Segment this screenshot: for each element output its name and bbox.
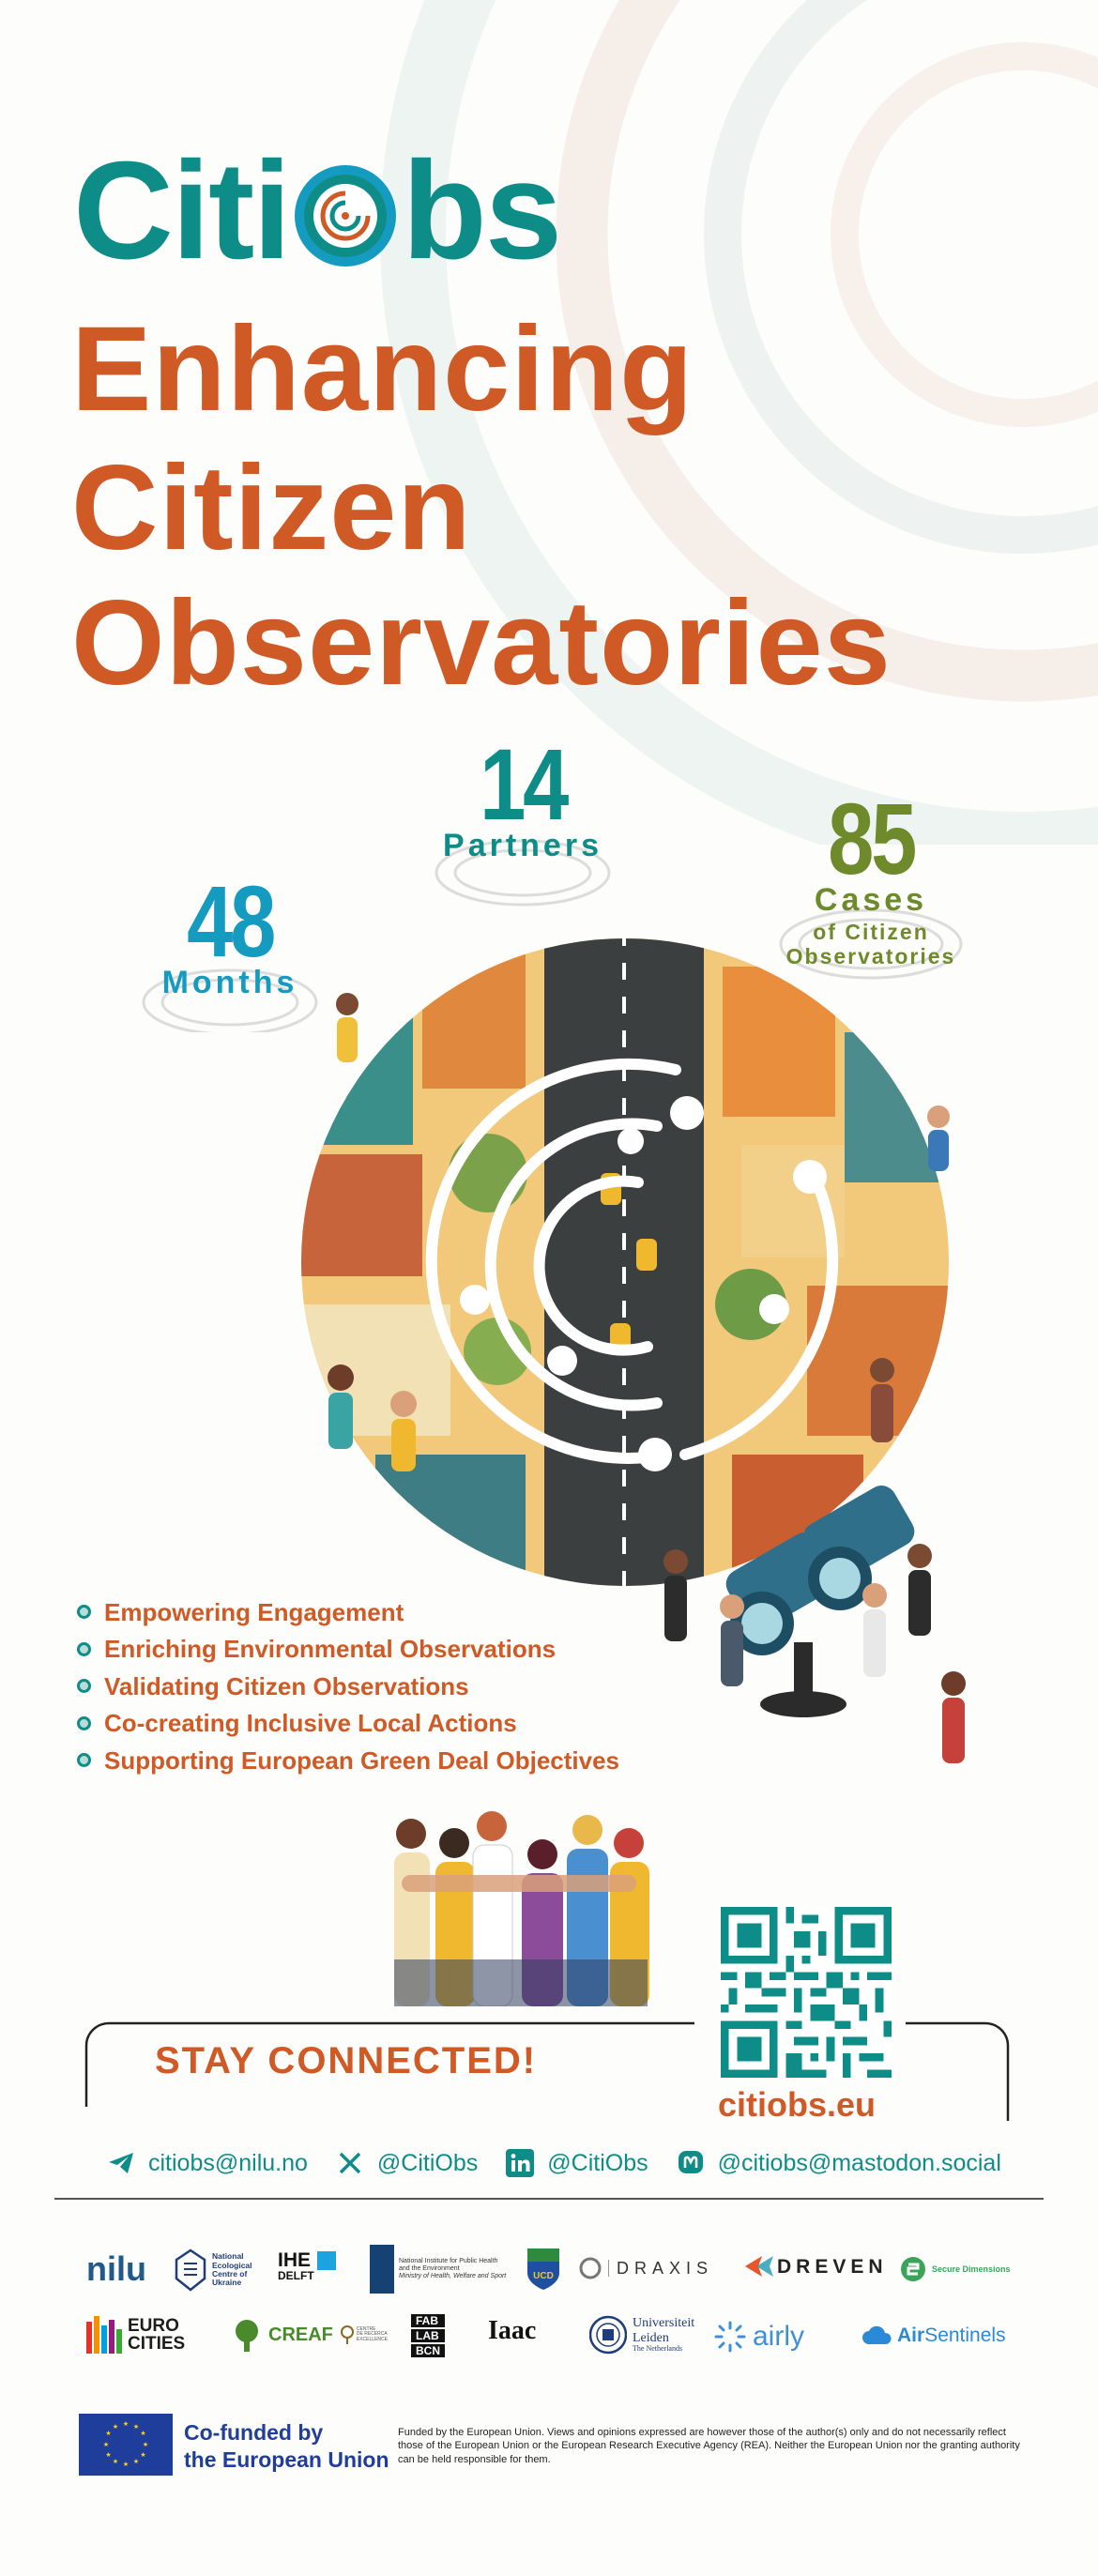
creaf-seal-icon [341,2325,354,2344]
creaf-text: CREAF [268,2324,333,2345]
mastodon-icon [675,2147,707,2179]
linkedin-handle-text: @CitiObs [547,2149,648,2176]
linkedin-icon [504,2147,536,2179]
svg-text:★: ★ [112,2423,119,2431]
svg-text:★: ★ [140,2430,146,2437]
list-item [77,1593,619,1631]
contact-x[interactable] [334,2147,478,2179]
email-text: citiobs@nilu.no [148,2149,308,2176]
draxis-text: DRAXIS [608,2260,713,2277]
website-link[interactable]: citiobs.eu [718,2085,877,2124]
bullet-icon [77,1605,91,1619]
partner-logo-leiden [589,2314,694,2355]
list-item [77,1742,619,1779]
svg-text:★: ★ [102,2441,110,2448]
ihe-square-icon [317,2251,336,2270]
rivm-line: National Institute for Public Health [399,2257,498,2264]
headline-line-3: Observatories [71,576,892,710]
stat-partners-label: Partners [443,828,602,863]
draxis-ring-icon [578,2256,602,2280]
partner-logo-draxis [578,2256,713,2280]
list-item [77,1705,619,1743]
leiden-seal-icon [589,2314,627,2355]
rivm-line: and the Environment [399,2264,460,2272]
secure-dimensions-icon [899,2255,927,2283]
rivm-line: Ministry of Health, Welfare and Sport [399,2273,507,2280]
cloud-icon [862,2324,893,2346]
partner-logo-ihe-delft [278,2250,336,2281]
eurocities-bars-icon [86,2316,122,2354]
contact-email[interactable] [105,2147,308,2179]
community-group-illustration [375,1809,676,2006]
leiden-line: The Netherlands [633,2343,683,2353]
partner-logo-eurocities [86,2316,185,2354]
stat-partners [410,727,635,863]
creaf-sub-line: CENTRE [356,2325,376,2332]
partner-logo-ucd [526,2247,561,2292]
stat-cases-sublabel-2: Observatories [785,944,956,969]
svg-text:★: ★ [105,2430,112,2437]
stat-months-number: 48 [187,864,273,978]
objective-text: Enriching Environmental Observations [104,1635,557,1664]
creaf-sub-line: EXCELLENCE [356,2336,388,2342]
dreven-arrow-icon [745,2256,773,2277]
bullet-icon [77,1642,91,1656]
stay-connected-title: STAY CONNECTED! [155,2040,538,2081]
airly-text: airly [753,2321,805,2352]
contact-row [105,2147,1006,2179]
stat-cases-number: 85 [828,782,914,895]
divider [54,2198,1044,2200]
fablab-line: BCN [411,2344,445,2357]
x-icon [334,2147,366,2179]
partner-logo-nilu: nilu [86,2249,146,2288]
partner-logo-airsentinels [862,2324,1006,2346]
eurocities-line: EURO [128,2316,179,2336]
fablab-line: LAB [411,2329,445,2342]
svg-text:★: ★ [132,2423,140,2431]
eu-flag-icon [79,2414,173,2476]
eu-line-1: Co-funded by [184,2420,324,2445]
svg-text:★: ★ [132,2458,140,2465]
ihe-text: IHE [278,2249,312,2271]
fablab-line: FAB [411,2314,445,2327]
contact-linkedin[interactable] [504,2147,648,2179]
partner-logo-rivm [370,2245,528,2294]
creaf-sub-line: DE RECERCA [356,2331,388,2338]
creaf-tree-icon [229,2318,265,2352]
contact-mastodon[interactable] [675,2147,1001,2179]
eu-line-2: the European Union [184,2446,389,2472]
telegram-icon [105,2147,137,2179]
secure-dimensions-text: Secure Dimensions [932,2264,1011,2274]
stat-cases-sublabel-1: of Citizen [813,920,929,944]
objective-text: Co-creating Inclusive Local Actions [104,1709,517,1738]
delft-text: DELFT [278,2269,314,2282]
stat-months-label: Months [161,965,298,1000]
svg-text:★: ★ [122,2420,130,2428]
partner-logo-dreven [745,2256,888,2277]
rivm-emblem-icon [370,2245,394,2294]
partner-logo-airly [713,2320,804,2354]
eurocities-line: CITIES [128,2334,186,2354]
partner-logo-creaf [229,2318,388,2352]
funding-disclaimer: Funded by the European Union. Views and opinions expressed are however those of the author(s) only and do not necessarily reflect those of the European Union or the European Research Executive Agency (REA). Neither the European Union nor the granting authority can be held responsible for them. [398,2427,1020,2465]
partner-logo-fablab-bcn [411,2314,445,2357]
necu-line: Ecological [212,2260,252,2270]
objective-text: Supporting European Green Deal Objectives [104,1745,620,1775]
headline-line-2: Citizen [71,441,472,575]
logo-text-right: bs [402,133,561,288]
bullet-icon [77,1679,91,1693]
objectives-list [77,1593,619,1779]
objective-text: Validating Citizen Observations [104,1671,469,1700]
stat-cases-label: Cases [814,882,928,918]
airsentinels-text-2: Sentinels [924,2324,1006,2346]
partner-logo-iaac: Iaac [488,2316,537,2345]
mastodon-handle-text: @citiobs@mastodon.social [717,2149,1001,2176]
leiden-line: Universiteit [633,2316,695,2331]
logo-text-left: Citi [73,133,290,288]
stat-partners-number: 14 [480,727,566,841]
ucd-text: UCD [533,2271,554,2281]
airsentinels-text-1: Air [897,2324,925,2346]
x-handle-text: @CitiObs [376,2149,479,2176]
leiden-line: Leiden [633,2330,669,2345]
objective-text: Empowering Engagement [104,1597,404,1626]
svg-text:★: ★ [140,2451,146,2459]
list-item [77,1631,619,1669]
bullet-icon [77,1753,91,1767]
necu-line: Centre of [212,2269,248,2279]
svg-text:★: ★ [112,2458,119,2465]
partner-logo-necu [175,2248,252,2292]
necu-emblem-icon [175,2248,206,2292]
necu-line: Ukraine [212,2278,242,2288]
partner-logo-secure-dimensions [899,2255,1011,2283]
necu-line: National [212,2251,244,2262]
qr-code-icon[interactable] [721,1907,892,2078]
svg-text:★: ★ [105,2451,112,2459]
headline-line-1: Enhancing [71,302,694,436]
eu-cofunded-label [184,2419,389,2474]
dreven-text: DREVEN [777,2255,888,2278]
svg-text:★: ★ [122,2461,130,2468]
bullet-icon [77,1716,91,1730]
list-item [77,1668,619,1705]
airly-burst-icon [713,2320,747,2354]
svg-text:★: ★ [142,2441,149,2448]
